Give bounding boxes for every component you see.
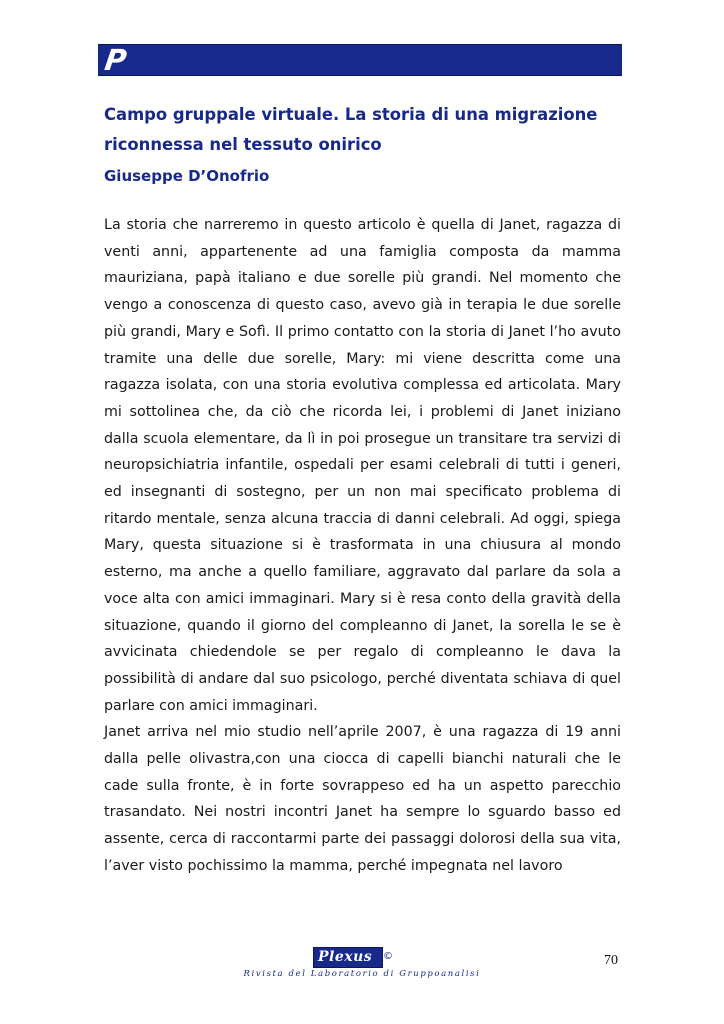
plexus-logo-box (313, 947, 383, 968)
plexus-footer-logo (313, 947, 393, 967)
plexus-logo-text: Plexus (318, 949, 373, 965)
body-paragraph: Janet arriva nel mio studio nell’aprile 2007, è una ragazza di 19 anni dalla pelle olivastra,con una ciocca di capelli bianchi naturali che le cade sulla fronte, è in forte sovrappeso ed ha un aspetto parecchio trasandato. Nei nostri incontri Janet ha sempre lo sguardo basso ed assente, cerca di raccontarmi parte dei passaggi dolorosi della sua vita, l’aver visto pochissimo la mamma, perché impegnata nel lavoro (104, 724, 621, 874)
article-author: Giuseppe D’Onofrio (104, 167, 270, 185)
copyright-mark: © (383, 951, 393, 962)
journal-subtitle: Rivista del Laboratorio di Gruppoanalisi (243, 969, 481, 979)
body-paragraph: La storia che narreremo in questo articolo è quella di Janet, ragazza di venti anni, appartenente ad una famiglia composta da mamma mauriziana, papà italiano e due sorelle più grandi. Nel momento che vengo a conoscenza di questo caso, avevo già in terapia le due sorelle più grandi, Mary e Sofì. Il primo contatto con la storia di Janet l’ho avuto tramite una delle due sorelle, Mary: mi viene descritta come una ragazza isolata, con una storia evolutiva complessa ed articolata. Mary mi sottolinea che, da ciò che ricorda lei, i problemi di Janet iniziano dalla scuola elementare, da lì in poi prosegue un transitare tra servizi di neuropsichiatria infantile, ospedali per esami celebrali di tutti i generi, ed insegnanti di sostegno, per un non mai specificato problema di ritardo mentale, senza alcuna traccia di danni celebrali. Ad oggi, spiega Mary, questa situazione si è trasformata in una chiusura al mondo esterno, ma anche a quello familiare, aggravato dal parlare da sola a voce alta con amici immaginari. Mary si è resa conto della gravità della situazione, quando il giorno del compleanno di Janet, la sorella le se è avvicinata chiedendole se per regalo di compleanno le dava la possibilità di andare dal suo psicologo, perché diventata schiava di quel parlare con amici immaginari. (104, 217, 621, 714)
article-title: Campo gruppale virtuale. La storia di una migrazione riconnessa nel tessuto onirico (104, 105, 598, 154)
page-number: 70 (604, 953, 618, 968)
header-bar (98, 44, 622, 76)
article-body (104, 212, 621, 880)
plexus-p-logo: P (102, 43, 129, 77)
